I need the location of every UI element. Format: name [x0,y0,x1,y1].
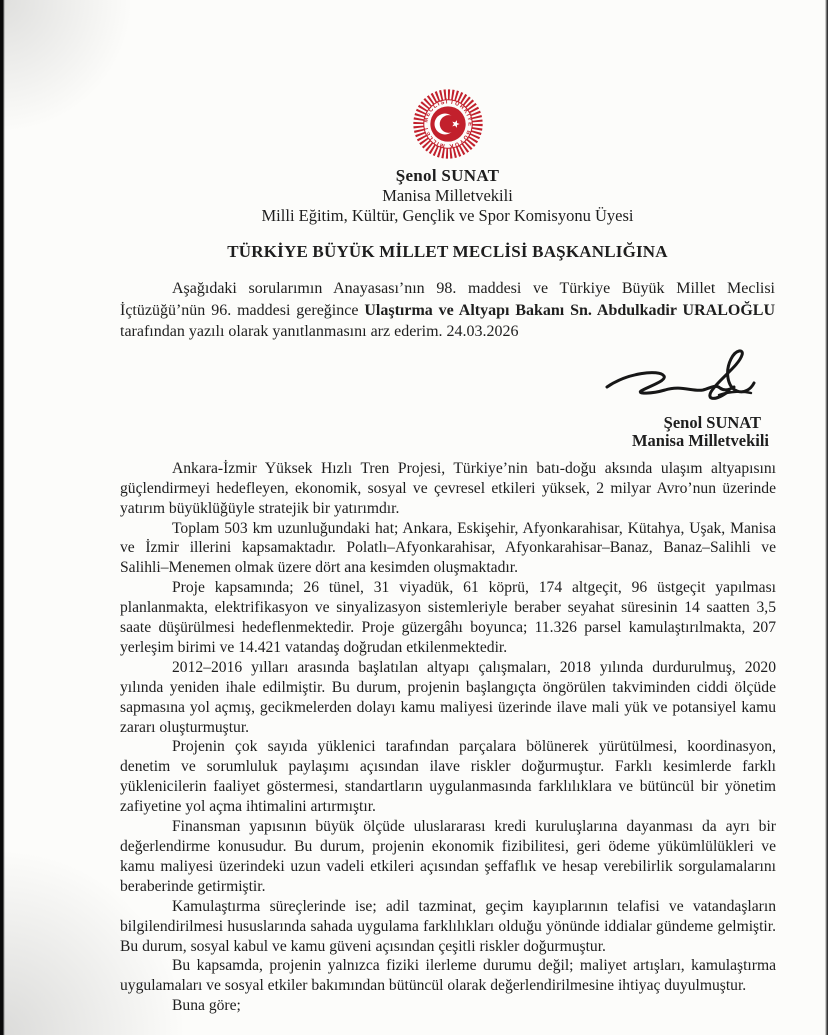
mp-constituency: Manisa Milletvekili [382,186,513,205]
petition-text-after: tarafından yazılı olarak yanıtlanmasını arz ederim. 24.03.2026 [120,323,519,341]
closing-line: Buna göre; [172,997,241,1015]
addressee-title: TÜRKİYE BÜYÜK MİLLET MECLİSİ BAŞKANLIĞINA [227,242,668,261]
body-paragraph-2: Toplam 503 km uzunluğundaki hat; Ankara, Eskişehir, Afyonkarahisar, Kütahya, Uşak, Manisa ve İzmir illerini kapsamaktadır. Polatlı–Afyonkarahisar, Afyonkarahisar–Banaz, Banaz–Salihli ve Salihli–Menemen olmak üzere dört ana kesimden oluşmaktadır. [120,519,776,577]
letterhead [120,86,775,262]
signer-name: Şenol SUNAT [663,412,761,432]
mp-name: Şenol SUNAT [395,166,500,185]
body-paragraph-1: Ankara-İzmir Yüksek Hızlı Tren Projesi, Türkiye’nin batı-doğu aksında ulaşım altyapısını güçlendirmeyi hedefleyen, ekonomik, sosyal ve çevresel etkileri yüksek, 2 milyar Avro’nun üzerinde yatırım büyüklüğüyle stratejik bir yatırımdır. [120,459,776,517]
tbmm-seal-icon [410,86,486,162]
signature-block [120,347,775,451]
petition-text-before: Aşağıdaki sorularımın Anayasası’nın 98. maddesi ve Türkiye Büyük Millet Meclisi İçtüzüğü’nün 96. maddesi gereğince [120,280,775,319]
signer-title: Manisa Milletvekili [631,431,769,451]
body-paragraph-5: Projenin çok sayıda yüklenici tarafından parçalara bölünerek yürütülmesi, koordinasyon, denetim ve sorumluluk paylaşımı açısından ilave riskler doğurmuştur. Farklı kesimlerde farklı yüklenicilerin faaliyet göstermesi, standartların uygulanmasında farklılıklara ve bütüncül bir yönetim zafiyetine yol açma ihtimalini artırmıştır. [120,738,776,816]
handwritten-signature [601,347,769,409]
petition-minister-bold: Ulaştırma ve Altyapı Bakanı Sn. Abdulkadir URALOĞLU [364,301,775,319]
body-paragraph-3: Proje kapsamında; 26 tünel, 31 viyadük, 61 köprü, 174 altgeçit, 96 üstgeçit yapılması planlanmakta, elektrifikasyon ve sinyalizasyon sistemleriyle beraber seyahat süresinin 14 saatten 3,5 saate düşürülmesi hedeflenmektedir. Proje güzergâhı boyunca; 11.326 parsel kamulaştırılmakta, 207 yerleşim birimi ve 14.421 vatandaş doğrudan etkilenmektedir. [120,579,776,656]
body-paragraph-7: Kamulaştırma süreçlerinde ise; adil tazminat, geçim kayıplarının telafisi ve vatandaşların bilgilendirilmesi hususlarında sahada uygulama farklılıkları olduğu yönünde iddialar gündeme gelmiştir. Bu durum, sosyal kabul ve kamu güveni açısından çeşitli riskler doğurmuştur. [120,897,776,955]
body-paragraph-8: Bu kapsamda, projenin yalnızca fiziki ilerleme durumu değil; maliyet artışları, kamulaştırma uygulamaları ve sosyal etkiler bakımından bütüncül olarak değerlendirilmesine ihtiyaç duyulmuştur. [120,957,776,995]
body-paragraph-4: 2012–2016 yılları arasında başlatılan altyapı çalışmaları, 2018 yılında durdurulmuş, 2020 yılında yeniden ihale edilmiştir. Bu durum, projenin başlangıçta öngörülen takviminden ciddi ölçüde sapmasına yol açmış, gecikmelerden dolayı kamu maliyesi üzerinde ilave mali yük ve potansiyel kamu zararı oluşturmuştur. [120,658,776,736]
body-paragraph-6: Finansman yapısının büyük ölçüde uluslararası kredi kuruluşlarına dayanması da ayrı bir değerlendirme konusudur. Bu durum, projenin ekonomik fizibilitesi, geri ödeme yükümlülükleri ve kamu maliyesi üzerindeki uzun vadeli etkileri açısından şeffaflık ve hesap verebilirlik sorgulamalarını beraberinde getirmiştir. [120,818,776,895]
letter-body [120,459,776,1016]
seal-ring-text: TÜRKİYE BÜYÜK MİLLET MECLİSİ [422,99,473,149]
mp-commission: Milli Eğitim, Kültür, Gençlik ve Spor Komisyonu Üyesi [261,206,634,225]
petition-paragraph [120,278,775,343]
scan-left-edge [0,0,5,1035]
